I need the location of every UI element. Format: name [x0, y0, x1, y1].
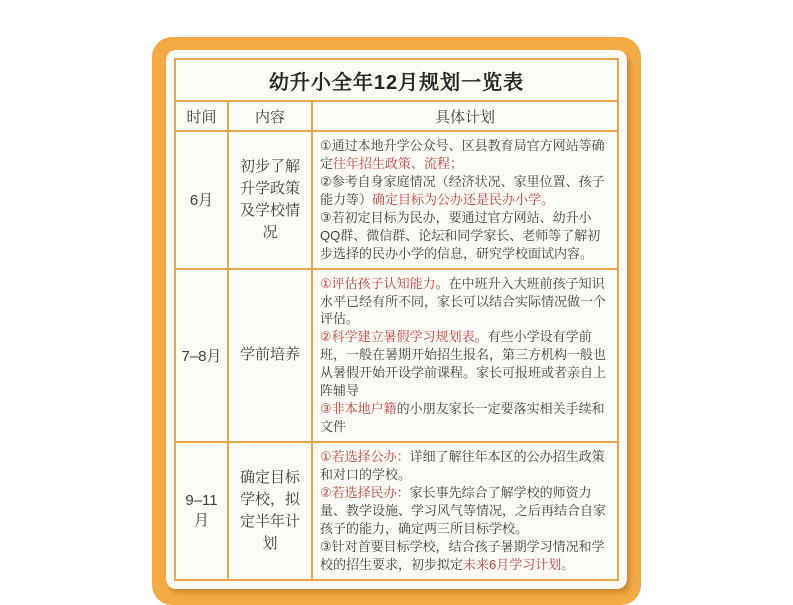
- title-row: [175, 59, 618, 101]
- plan-segment-highlight: ③非本地户籍: [320, 401, 397, 417]
- plan-item: [320, 328, 610, 400]
- plan-segment: ①通过本地升学公众号、区县教育局官方网站等确定: [320, 138, 605, 171]
- plan-segment-highlight: 确定目标为公办还是民办小学。: [372, 191, 555, 207]
- time-cell: 6月: [175, 131, 228, 269]
- content-cell: 学前培养: [228, 269, 312, 442]
- plan-item: [320, 538, 610, 574]
- table-row: [175, 131, 618, 269]
- content-cell: 确定目标学校，拟定半年计划: [228, 442, 312, 580]
- plan-cell: [312, 131, 618, 269]
- plan-segment: 。在中班升入大班前孩子知识水平已经有所不同，家长可以结合实际情况做一个评估。: [320, 275, 607, 327]
- header-time: 时间: [175, 101, 228, 131]
- header-content: 内容: [228, 101, 312, 131]
- plan-segment: 。有些小学设有学前班，一般在暑期开始招生报名，第三方机构一般也从暑假开始开设学前课程。家长可报班或者亲自上阵辅导: [320, 329, 607, 399]
- plan-table: [174, 58, 619, 581]
- plan-item: [320, 400, 610, 436]
- plan-item: [320, 137, 610, 173]
- plan-segment-highlight: ①评估孩子认知能力: [320, 275, 436, 291]
- plan-segment-highlight: 未来6月学习计划。: [463, 556, 575, 572]
- header-row: [175, 101, 618, 131]
- plan-segment-highlight: ②若选择民办：: [320, 484, 410, 500]
- plan-segment: 的小朋友家长一定要落实相关手续和文件: [320, 401, 605, 435]
- plan-segment: 详细了解往年本区的公办招生政策和对口的学校。: [320, 449, 605, 482]
- plan-segment-highlight: ①若选择公办：: [320, 449, 410, 464]
- content-cell: 初步了解升学政策及学校情况: [228, 131, 312, 269]
- page-title: 幼升小全年12月规划一览表: [175, 59, 618, 101]
- plan-segment: ③针对首要目标学校，结合孩子暑期学习情况和学校的招生要求，初步拟定: [320, 538, 605, 572]
- plan-item: [320, 275, 610, 329]
- orange-frame: [152, 37, 641, 605]
- plan-segment: ③若初定目标为民办，要通过官方网站、幼升小QQ群、微信群、论坛和同学家长、老师等了解初步选择的民办小学的信息，研究学校面试内容。: [320, 209, 601, 261]
- plan-cell: [312, 269, 618, 442]
- plan-item: [320, 484, 610, 538]
- header-plan: 具体计划: [312, 101, 618, 131]
- time-cell: 9–11月: [175, 442, 228, 580]
- plan-item: [320, 209, 610, 263]
- plan-segment-highlight: ②科学建立暑假学习规划表: [320, 329, 475, 345]
- planner-card: [166, 50, 627, 589]
- plan-segment-highlight: 往年招生政策、流程；: [333, 155, 464, 171]
- plan-cell: [312, 442, 618, 580]
- plan-segment: 家长事先综合了解学校的师资力量、教学设施、学习风气等情况，之后再结合自家孩子的能力，确定两三所目标学校。: [320, 484, 607, 536]
- table-body: [175, 131, 618, 580]
- plan-segment: ②参考自身家庭情况（经济状况、家里位置、孩子能力等）: [320, 173, 605, 207]
- table-row: [175, 269, 618, 442]
- time-cell: 7–8月: [175, 269, 228, 442]
- plan-item: [320, 173, 610, 209]
- table-row: [175, 442, 618, 580]
- plan-item: [320, 448, 610, 484]
